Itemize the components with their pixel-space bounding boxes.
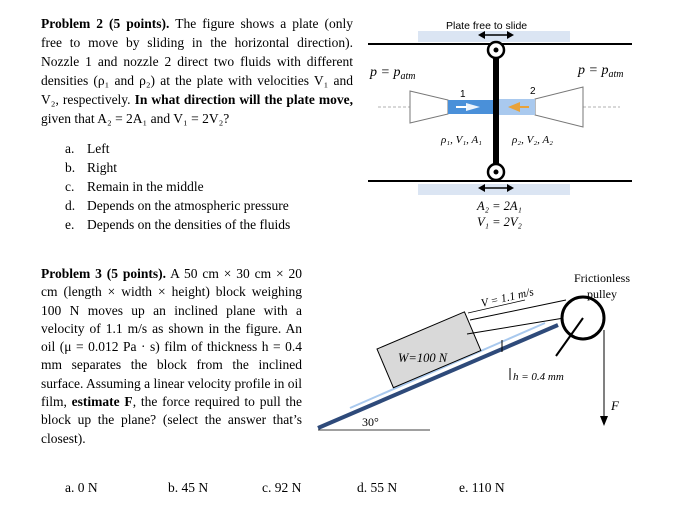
answer-e[interactable]: e. 110 N: [459, 480, 505, 495]
angle-label: 30°: [362, 415, 379, 429]
answer-d[interactable]: d. 55 N: [357, 480, 398, 495]
pulley-label-1: Frictionless: [574, 271, 630, 285]
block: [377, 312, 481, 388]
option-d[interactable]: d. Depends on the atmospheric pressure: [65, 198, 289, 213]
problem3-body-2: , the force required to pull the block up the plane? (select the answer that’s closest).: [41, 394, 302, 446]
pulley-label-2: pulley: [587, 287, 617, 301]
thickness-label: h = 0.4 mm: [513, 371, 564, 383]
pressure-right: $p = p_{atm}$: [578, 63, 624, 80]
pressure-left: $p = p_{atm}$: [370, 65, 416, 82]
answer-a[interactable]: a. 0 N: [65, 480, 98, 495]
option-c[interactable]: c. Remain in the middle: [65, 179, 204, 194]
jet-1-label: ρ₁, V₁, A₁: [441, 134, 482, 146]
area-relation: A₂ = 2A₁: [477, 199, 522, 213]
plate-caption: Plate free to slide: [446, 20, 528, 32]
problem2-body-2: given that A₂ = 2A₁ and V₁ = 2V₂?: [41, 111, 230, 126]
option-e[interactable]: e. Depends on the densities of the fluids: [65, 217, 291, 232]
option-a[interactable]: a. Left: [65, 141, 110, 156]
velocity-label: V = 1.1 m/s: [479, 286, 535, 310]
answer-b[interactable]: b. 45 N: [168, 480, 209, 495]
force-arrow-icon: [600, 416, 608, 426]
jet-2-label: ρ₂, V₂, A₂: [512, 134, 553, 146]
block-weight: W=100 N: [398, 351, 448, 365]
answer-c[interactable]: c. 92 N: [262, 480, 302, 495]
problem2-title: Problem 2 (5 points).: [41, 16, 170, 31]
nozzle-2-number: 2: [530, 86, 536, 97]
nozzle-1-number: 1: [460, 89, 466, 100]
rope-lower: [467, 318, 564, 334]
problem3-bold: estimate F: [71, 394, 133, 410]
option-b[interactable]: b. Right: [65, 160, 118, 175]
problem3-body-1: A 50 cm × 30 cm × 20 cm (length × width × height) block weighing 100 N moves up an inclined plane with a velocity of 1.1 m/s as shown in the figure. An oil (μ = 0.012 Pa · s) film of thickness h = 0.4 mm separates the block from the inclined surface. Assuming a linear velocity profile in oil film,: [41, 266, 302, 410]
problem2-question: In what direction will the plate move,: [134, 92, 353, 107]
velocity-relation: V₁ = 2V₂: [477, 215, 522, 229]
force-label: F: [611, 398, 619, 413]
problem2-body-1: The figure shows a plate (only free to move by sliding in the horizontal direction). Nozzle 1 and nozzle 2 direct two fluids with different densities (ρ₁ and ρ₂) at the plate with velocities V₁ and V₂, respectively.: [41, 16, 354, 107]
problem3-title: Problem 3 (5 points).: [41, 266, 167, 281]
